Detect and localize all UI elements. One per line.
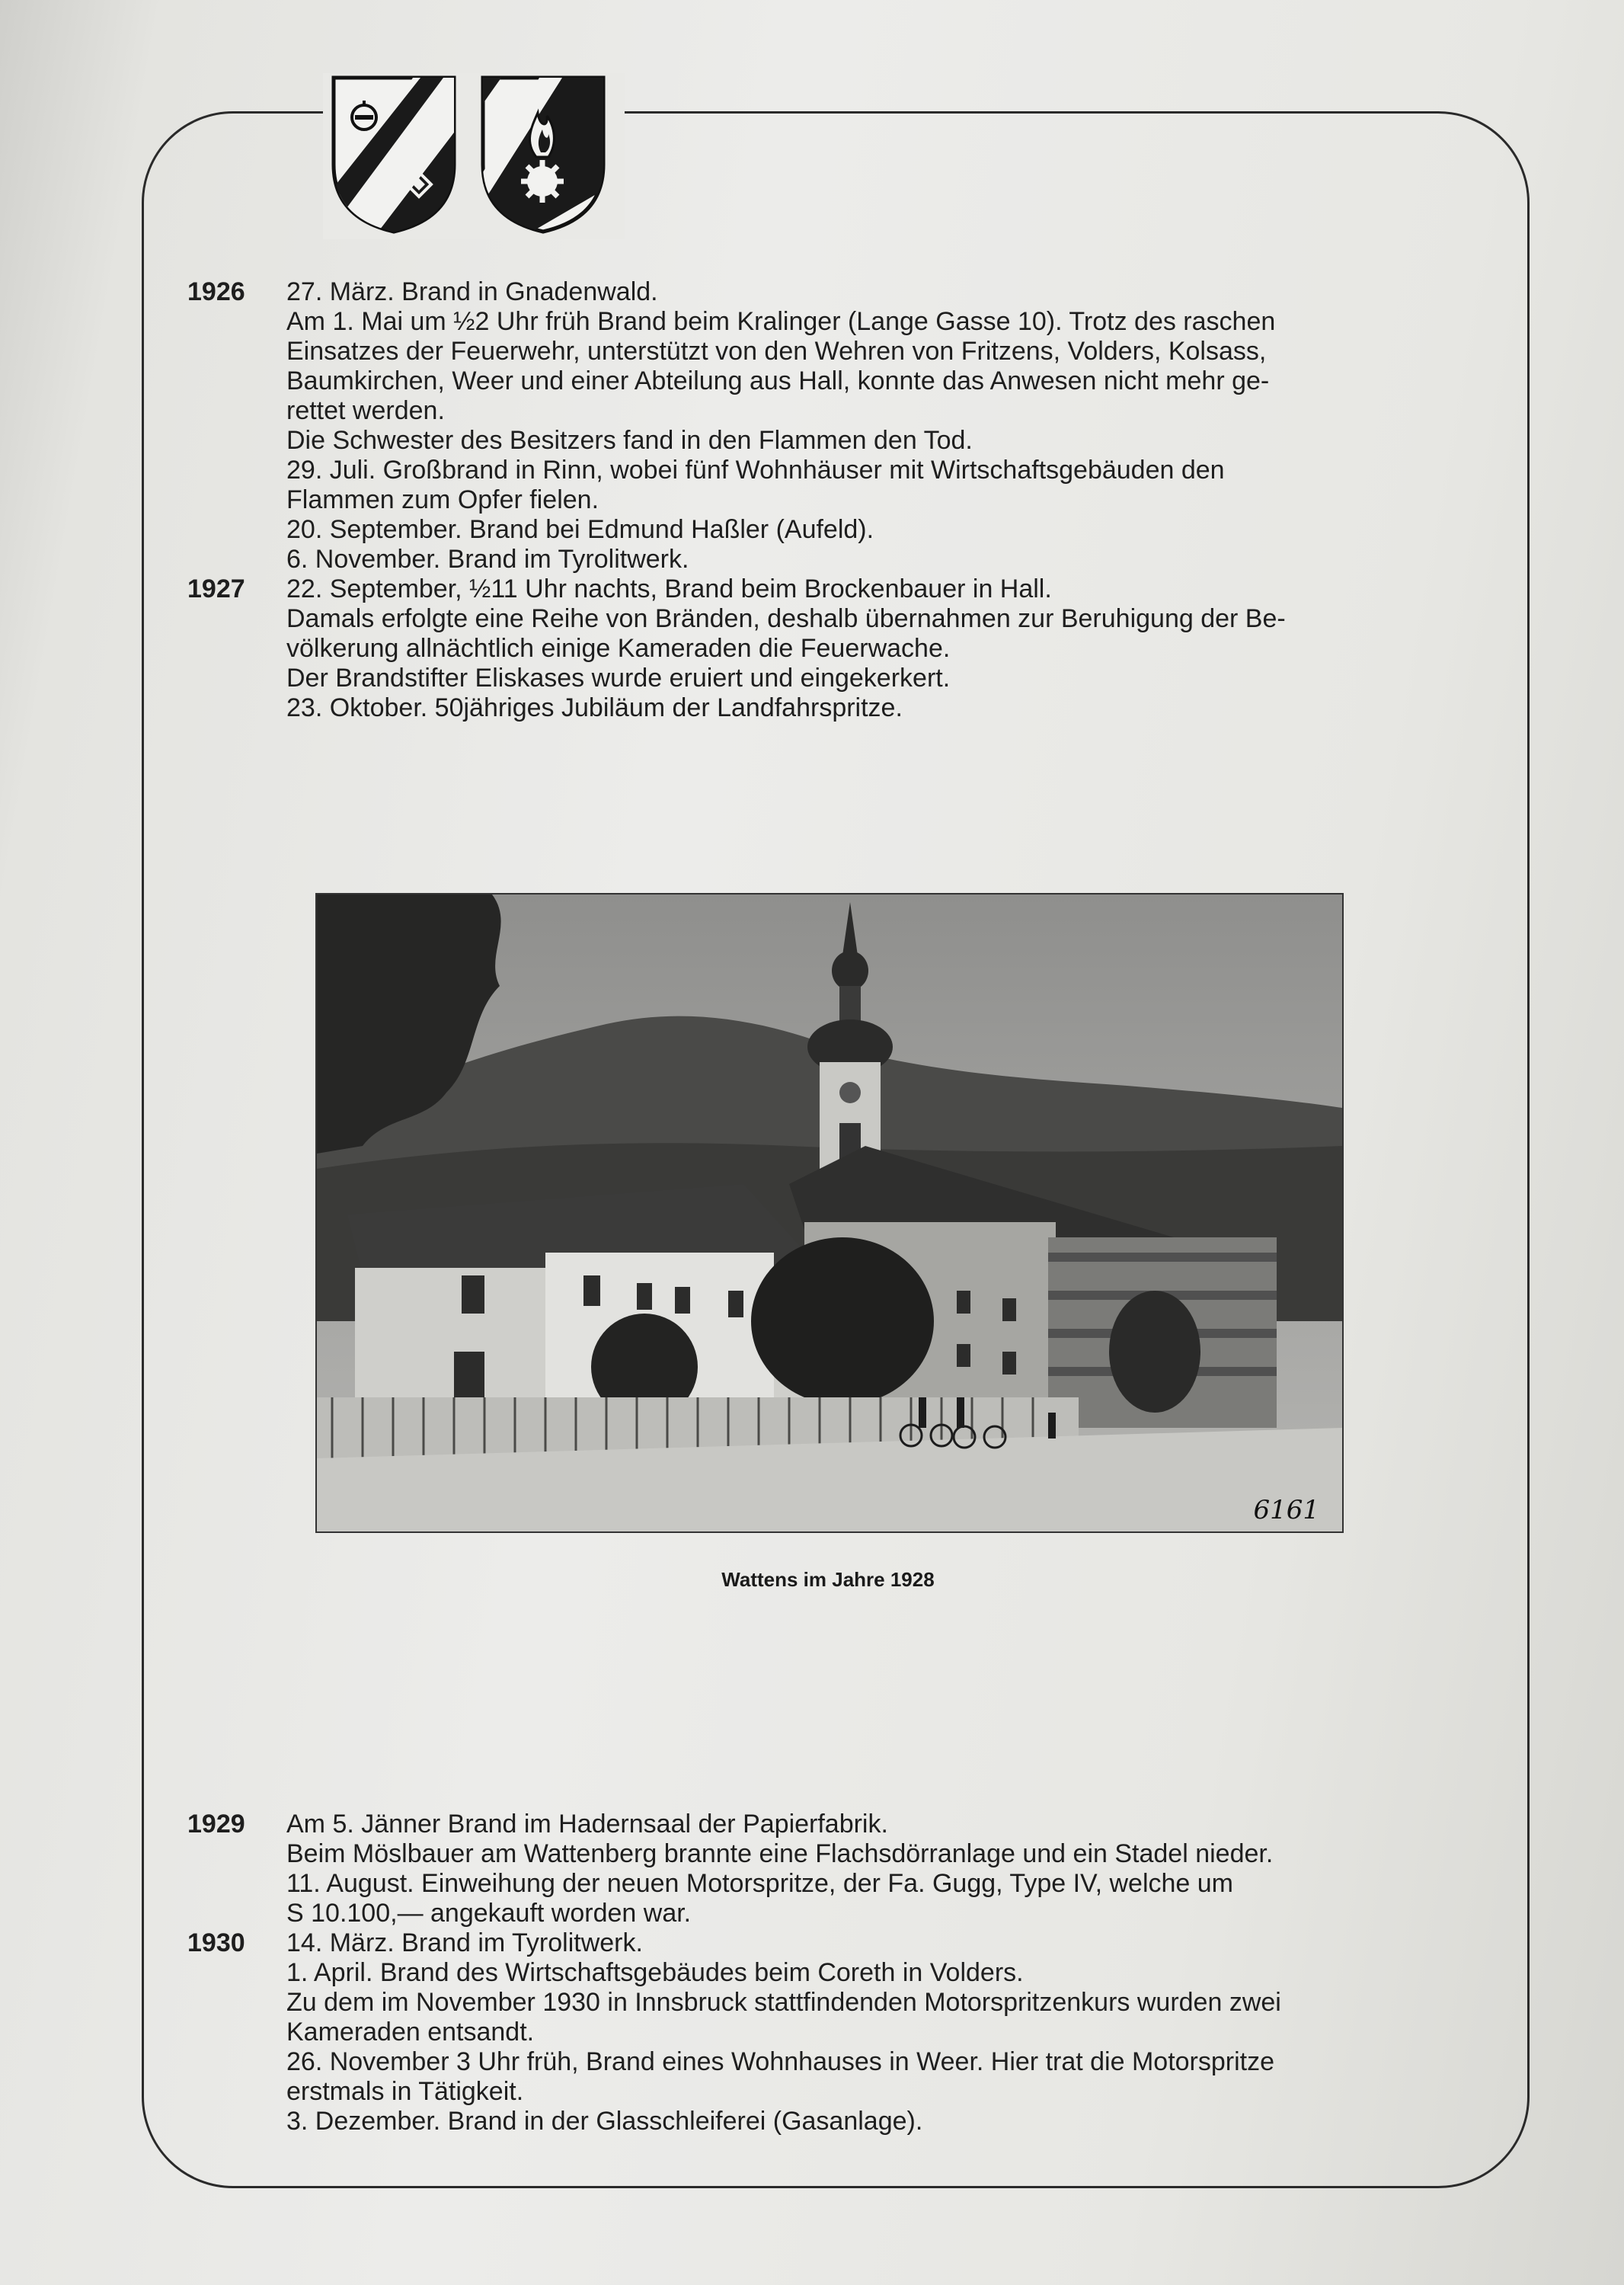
entry-line: 14. März. Brand im Tyrolitwerk. [286,1928,643,1957]
entry-line: Zu dem im November 1930 in Innsbruck stattfindenden Motorspritzenkurs wurden zwei [286,1988,1281,2017]
chronicle-section-2 [180,1810,1475,2136]
entry-line: Kameraden entsandt. [286,2018,535,2047]
entry-line: Am 1. Mai um ½2 Uhr früh Brand beim Kralinger (Lange Gasse 10). Trotz des raschen [286,307,1276,336]
entry-line: Damals erfolgte eine Reihe von Bränden, deshalb übernahmen zur Beruhigung der Be- [286,604,1286,633]
entry-line: 23. Oktober. 50jähriges Jubiläum der Landfahrspritze. [286,693,903,722]
entry-line: Der Brandstifter Eliskases wurde eruiert und eingekerkert. [286,664,951,693]
entry-line: Die Schwester des Besitzers fand in den Flammen den Tod. [286,426,973,455]
photo-number: 6161 [1253,1495,1319,1525]
historic-photo-wattens-1928 [315,893,1344,1533]
entry-line: 1. April. Brand des Wirtschaftsgebäudes beim Coreth in Volders. [286,1958,1024,1987]
entry-line: Flammen zum Opfer fielen. [286,485,599,514]
entry-line: 11. August. Einweihung der neuen Motorspritze, der Fa. Gugg, Type IV, welche um [286,1869,1233,1898]
entry-line: 27. März. Brand in Gnadenwald. [286,277,658,306]
chronicle-entry [180,1928,1475,2136]
entry-line: Beim Möslbauer am Wattenberg brannte eine Flachsdörranlage und ein Stadel nieder. [286,1839,1274,1868]
entry-line: 3. Dezember. Brand in der Glasschleiferei (Gasanlage). [286,2107,923,2136]
village-photo-image [317,894,1342,1531]
entry-line: 22. September, ½11 Uhr nachts, Brand beim Brockenbauer in Hall. [286,574,1052,603]
entry-line: Am 5. Jänner Brand im Hadernsaal der Papierfabrik. [286,1810,888,1839]
entry-line: Einsatzes der Feuerwehr, unterstützt von den Wehren von Fritzens, Volders, Kolsass, [286,337,1267,366]
entry-line: 6. November. Brand im Tyrolitwerk. [286,545,689,574]
entry-year: 1929 [187,1810,245,1839]
photo-caption: Wattens im Jahre 1928 [721,1568,935,1591]
chronicle-section-1 [180,277,1475,723]
fire-brigade-crest-icon [478,73,608,236]
chronicle-entry [180,574,1475,723]
chronicle-entry [180,1810,1475,1928]
entry-line: 29. Juli. Großbrand in Rinn, wobei fünf Wohnhäuser mit Wirtschaftsgebäuden den [286,456,1225,485]
entry-line: 26. November 3 Uhr früh, Brand eines Wohnhauses in Weer. Hier trat die Motorspritze [286,2047,1275,2076]
entry-year: 1926 [187,277,245,306]
chronicle-entry [180,277,1475,574]
entry-year: 1930 [187,1928,245,1957]
coat-of-arms-wattens-icon [329,73,459,236]
entry-line: S 10.100,— angekauft worden war. [286,1899,692,1928]
crest-row [323,73,625,239]
entry-line: erstmals in Tätigkeit. [286,2077,524,2106]
entry-line: rettet werden. [286,396,445,425]
entry-line: 20. September. Brand bei Edmund Haßler (Aufeld). [286,515,874,544]
entry-line: Baumkirchen, Weer und einer Abteilung aus Hall, konnte das Anwesen nicht mehr ge- [286,366,1270,395]
entry-line: völkerung allnächtlich einige Kameraden die Feuerwache. [286,634,951,663]
entry-year: 1927 [187,574,245,603]
